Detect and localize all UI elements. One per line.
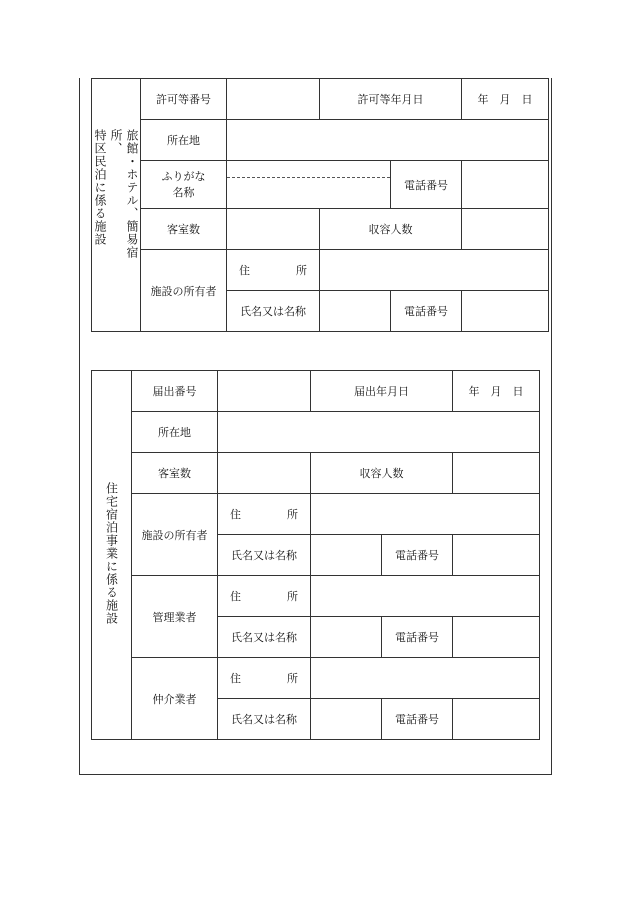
phone-field[interactable] (462, 161, 549, 209)
manager-phone-field[interactable] (453, 617, 540, 658)
notification-date-field[interactable]: 年 月 日 (453, 371, 540, 412)
ryokan-section-heading (92, 79, 141, 332)
manager-address-field[interactable] (311, 576, 540, 617)
permit-date-field[interactable]: 年 月 日 (462, 79, 549, 120)
minpaku-capacity-field[interactable] (453, 453, 540, 494)
location-label: 所在地 (141, 120, 227, 161)
manager-name-label: 氏名又は名称 (218, 617, 311, 658)
minpaku-owner-name-label: 氏名又は名称 (218, 535, 311, 576)
minpaku-owner-name-field[interactable] (311, 535, 382, 576)
furigana-name-label (141, 161, 227, 209)
broker-name-label: 氏名又は名称 (218, 699, 311, 740)
owner-address-label: 住 所 (227, 250, 320, 291)
ryokan-heading-text: 旅館・ホテル、簡易宿所、 特区民泊に係る施設 (93, 128, 139, 259)
minpaku-rooms-label: 客室数 (132, 453, 218, 494)
furigana-divider (227, 177, 390, 178)
minpaku-owner-phone-field[interactable] (453, 535, 540, 576)
permit-date-label: 許可等年月日 (320, 79, 462, 120)
minpaku-owner-phone-label: 電話番号 (382, 535, 453, 576)
owner-label: 施設の所有者 (141, 250, 227, 332)
permit-number-field[interactable] (227, 79, 320, 120)
broker-phone-label: 電話番号 (382, 699, 453, 740)
owner-phone-label: 電話番号 (391, 291, 462, 332)
facility-name-field[interactable] (227, 161, 391, 209)
minpaku-rooms-field[interactable] (218, 453, 311, 494)
minpaku-section-heading (92, 371, 132, 740)
minpaku-owner-address-label: 住 所 (218, 494, 311, 535)
manager-phone-label: 電話番号 (382, 617, 453, 658)
location-field[interactable] (227, 120, 549, 161)
broker-address-label: 住 所 (218, 658, 311, 699)
notification-number-label: 届出番号 (132, 371, 218, 412)
broker-label: 仲介業者 (132, 658, 218, 740)
broker-name-field[interactable] (311, 699, 382, 740)
capacity-label: 収容人数 (320, 209, 462, 250)
minpaku-owner-address-field[interactable] (311, 494, 540, 535)
minpaku-heading-text: 住宅宿泊事業に係る施設 (104, 482, 119, 625)
owner-address-field[interactable] (320, 250, 549, 291)
manager-label: 管理業者 (132, 576, 218, 658)
phone-label: 電話番号 (391, 161, 462, 209)
minpaku-capacity-label: 収容人数 (311, 453, 453, 494)
notification-date-label: 届出年月日 (311, 371, 453, 412)
notification-number-field[interactable] (218, 371, 311, 412)
permit-number-label: 許可等番号 (141, 79, 227, 120)
minpaku-location-label: 所在地 (132, 412, 218, 453)
rooms-label: 客室数 (141, 209, 227, 250)
broker-phone-field[interactable] (453, 699, 540, 740)
minpaku-facility-table (91, 370, 540, 740)
furigana-label: ふりがな (161, 169, 206, 183)
minpaku-location-field[interactable] (218, 412, 540, 453)
broker-address-field[interactable] (311, 658, 540, 699)
manager-name-field[interactable] (311, 617, 382, 658)
capacity-field[interactable] (462, 209, 549, 250)
owner-name-field[interactable] (320, 291, 391, 332)
minpaku-owner-label: 施設の所有者 (132, 494, 218, 576)
manager-address-label: 住 所 (218, 576, 311, 617)
ryokan-facility-table (91, 78, 549, 332)
owner-phone-field[interactable] (462, 291, 549, 332)
owner-name-label: 氏名又は名称 (227, 291, 320, 332)
rooms-field[interactable] (227, 209, 320, 250)
name-label: 名称 (172, 185, 195, 199)
